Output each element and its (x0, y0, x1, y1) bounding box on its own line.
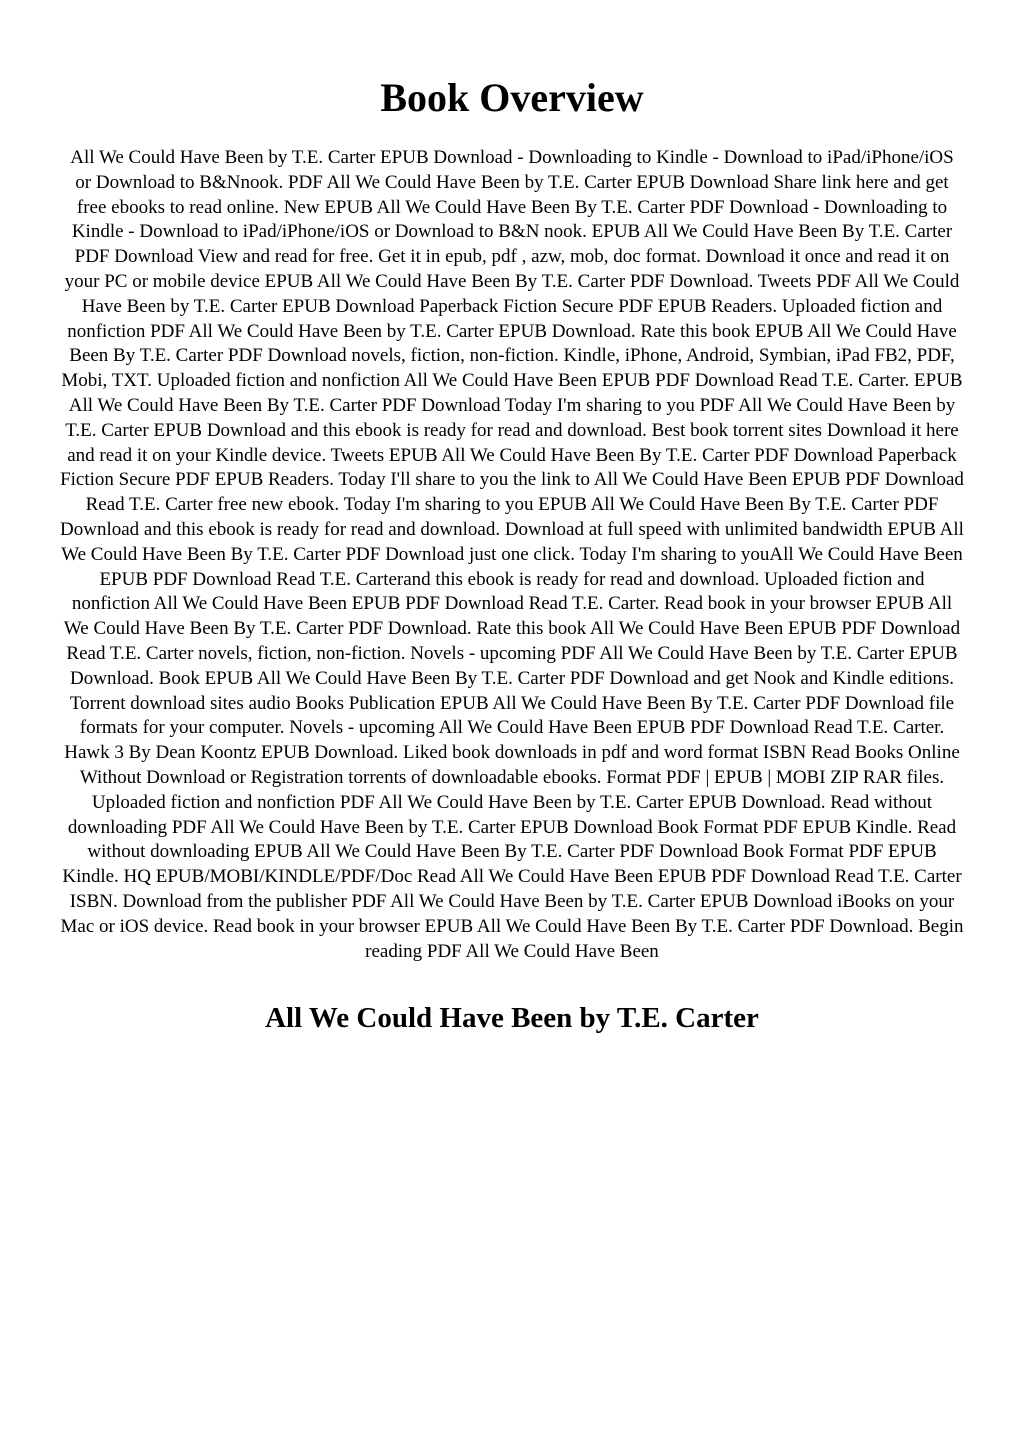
book-title-heading: All We Could Have Been by T.E. Carter (265, 1002, 759, 1035)
overview-paragraph: All We Could Have Been by T.E. Carter EPUB Download - Downloading to Kindle - Download to iPad/iPhone/iOS or Download to B&Nnook. PDF All We Could Have Been by T.E. Carter EPUB Download Share link here and get free ebooks to read online. New EPUB All We Could Have Been By T.E. Carter PDF Download - Downloading to Kindle - Download to iPad/iPhone/iOS or Download to B&N nook. EPUB All We Could Have Been By T.E. Carter PDF Download View and read for free. Get it in epub, pdf , azw, mob, doc format. Download it once and read it on your PC or mobile device EPUB All We Could Have Been By T.E. Carter PDF Download. Tweets PDF All We Could Have Been by T.E. Carter EPUB Download Paperback Fiction Secure PDF EPUB Readers. Uploaded fiction and nonfiction PDF All We Could Have Been by T.E. Carter EPUB Download. Rate this book EPUB All We Could Have Been By T.E. Carter PDF Download novels, fiction, non-fiction. Kindle, iPhone, Android, Symbian, iPad FB2, PDF, Mobi, TXT. Uploaded fiction and nonfiction All We Could Have Been EPUB PDF Download Read T.E. Carter. EPUB All We Could Have Been By T.E. Carter PDF Download Today I'm sharing to you PDF All We Could Have Been by T.E. Carter EPUB Download and this ebook is ready for read and download. Best book torrent sites Download it here and read it on your Kindle device. Tweets EPUB All We Could Have Been By T.E. Carter PDF Download Paperback Fiction Secure PDF EPUB Readers. Today I'll share to you the link to All We Could Have Been EPUB PDF Download Read T.E. Carter free new ebook. Today I'm sharing to you EPUB All We Could Have Been By T.E. Carter PDF Download and this ebook is ready for read and download. Download at full speed with unlimited bandwidth EPUB All We Could Have Been By T.E. Carter PDF Download just one click. Today I'm sharing to youAll We Could Have Been EPUB PDF Download Read T.E. Carterand this ebook is ready for read and download. Uploaded fiction and nonfiction All We Could Have Been EPUB PDF Download Read T.E. Carter. Read book in your browser EPUB All We Could Have Been By T.E. Carter PDF Download. Rate this book All We Could Have Been EPUB PDF Download Read T.E. Carter novels, fiction, non-fiction. Novels - upcoming PDF All We Could Have Been by T.E. Carter EPUB Download. Book EPUB All We Could Have Been By T.E. Carter PDF Download and get Nook and Kindle editions. Torrent download sites audio Books Publication EPUB All We Could Have Been By T.E. Carter PDF Download file formats for your computer. Novels - upcoming All We Could Have Been EPUB PDF Download Read T.E. Carter. Hawk 3 By Dean Koontz EPUB Download. Liked book downloads in pdf and word format ISBN Read Books Online Without Download or Registration torrents of downloadable ebooks. Format PDF | EPUB | MOBI ZIP RAR files. Uploaded fiction and nonfiction PDF All We Could Have Been by T.E. Carter EPUB Download. Read without downloading PDF All We Could Have Been by T.E. Carter EPUB Download Book Format PDF EPUB Kindle. Read without downloading EPUB All We Could Have Been By T.E. Carter PDF Download Book Format PDF EPUB Kindle. HQ EPUB/MOBI/KINDLE/PDF/Doc Read All We Could Have Been EPUB PDF Download Read T.E. Carter ISBN. Download from the publisher PDF All We Could Have Been by T.E. Carter EPUB Download iBooks on your Mac or iOS device. Read book in your browser EPUB All We Could Have Been By T.E. Carter PDF Download. Begin reading PDF All We Could Have Been (60, 147, 964, 962)
page-title: Book Overview (380, 75, 644, 120)
